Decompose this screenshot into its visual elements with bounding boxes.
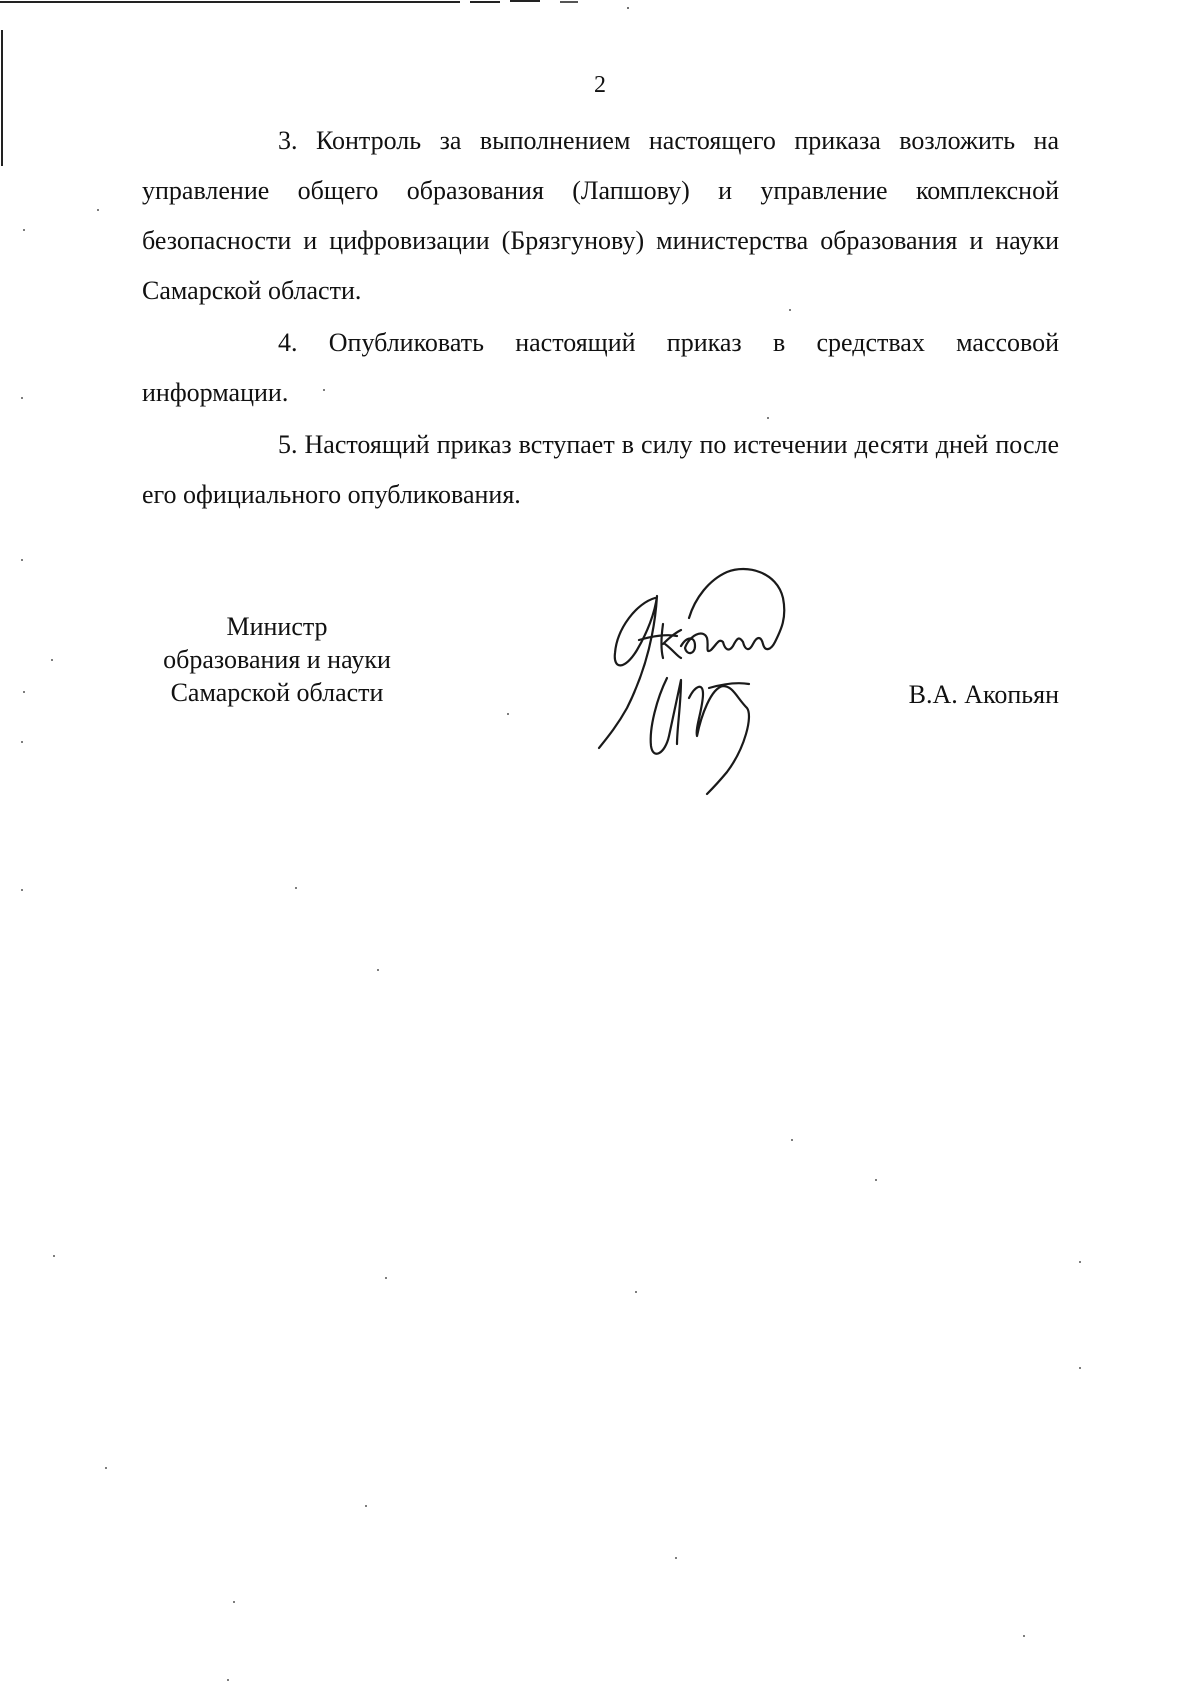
position-line: Министр <box>226 612 328 641</box>
document-body <box>142 116 1059 522</box>
scan-left-edge <box>0 30 6 170</box>
signer-position <box>142 610 412 709</box>
paragraph-number: 3. <box>278 126 298 155</box>
paragraph-number: 4. <box>278 328 298 357</box>
signer-name: В.А. Акопьян <box>908 680 1059 709</box>
position-line: Самарской области <box>170 678 384 707</box>
paragraph-5 <box>142 420 1059 520</box>
handwritten-signature <box>577 558 797 798</box>
scan-top-edge <box>0 0 1200 12</box>
position-line: образования и науки <box>163 645 391 674</box>
paragraph-text: Контроль за выполнением настоящего приказа возложить на управление общего образования (Лапшову) и управление комплексной безопасности и цифровизации (Брязгунову) министерства образования и науки Самарской области. <box>142 126 1059 305</box>
paragraph-text: Настоящий приказ вступает в силу по истечении десяти дней после его официального опубликования. <box>142 430 1059 509</box>
page-number: 2 <box>594 72 606 98</box>
paragraph-4 <box>142 318 1059 418</box>
paragraph-text: Опубликовать настоящий приказ в средствах массовой информации. <box>142 328 1060 407</box>
signature-block <box>142 610 1059 830</box>
paragraph-number: 5. <box>278 430 298 459</box>
paragraph-3 <box>142 116 1059 316</box>
